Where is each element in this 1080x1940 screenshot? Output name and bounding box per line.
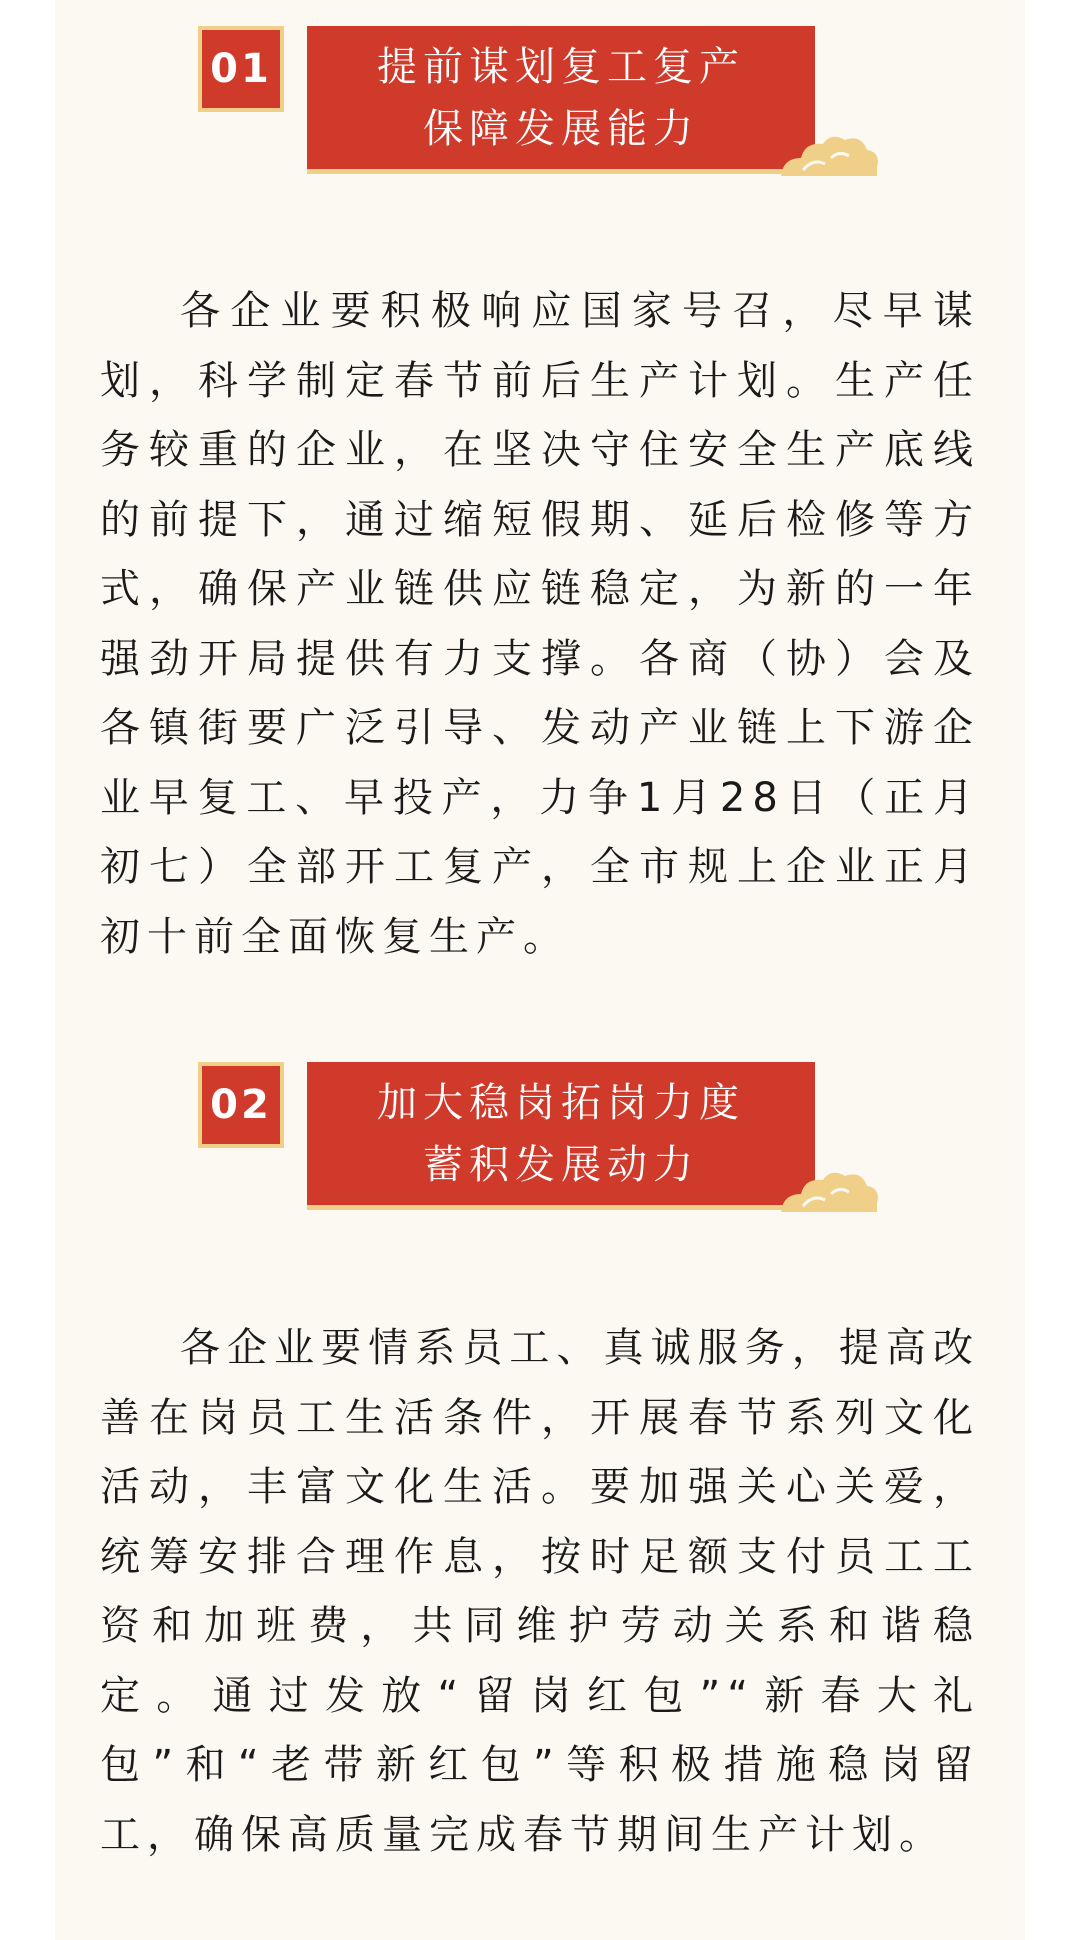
section-title-line-2: 保障发展能力 xyxy=(423,105,699,152)
section-body-02: 各企业要情系员工、真诚服务，提高改善在岗员工生活条件，开展春节系列文化活动，丰富文化生活。要加强关心关爱，统筹安排合理作息，按时足额支付员工工资和加班费，共同维护劳动关系和谐稳定。通过发放“留岗红包”“新春大礼包”和“老带新红包”等积极措施稳岗留工，确保高质量完成春节期间生产计划。 xyxy=(100,1325,980,1858)
section-title-line-1: 加大稳岗拓岗力度 xyxy=(377,1079,745,1126)
article-page xyxy=(55,0,1025,1940)
section-title-banner xyxy=(307,1062,815,1210)
section-title-banner xyxy=(307,26,815,174)
section-header-01 xyxy=(55,26,1025,186)
section-number-badge: 01 xyxy=(198,26,284,112)
section-body-01: 各企业要积极响应国家号召，尽早谋划，科学制定春节前后生产计划。生产任务较重的企业，在坚决守住安全生产底线的前提下，通过缩短假期、延后检修等方式，确保产业链供应链稳定，为新的一年强劲开局提供有力支撑。各商（协）会及各镇街要广泛引导、发动产业链上下游企业早复工、早投产，力争1月28日（正月初七）全部开工复产，全市规上企业正月初十前全面恢复生产。 xyxy=(100,288,980,960)
section-header-02 xyxy=(55,1062,1025,1222)
cloud-ornament-icon xyxy=(773,1164,883,1216)
section-title-line-2: 蓄积发展动力 xyxy=(423,1141,699,1188)
section-number-badge: 02 xyxy=(198,1062,284,1148)
cloud-ornament-icon xyxy=(773,128,883,180)
section-title-line-1: 提前谋划复工复产 xyxy=(377,43,745,90)
